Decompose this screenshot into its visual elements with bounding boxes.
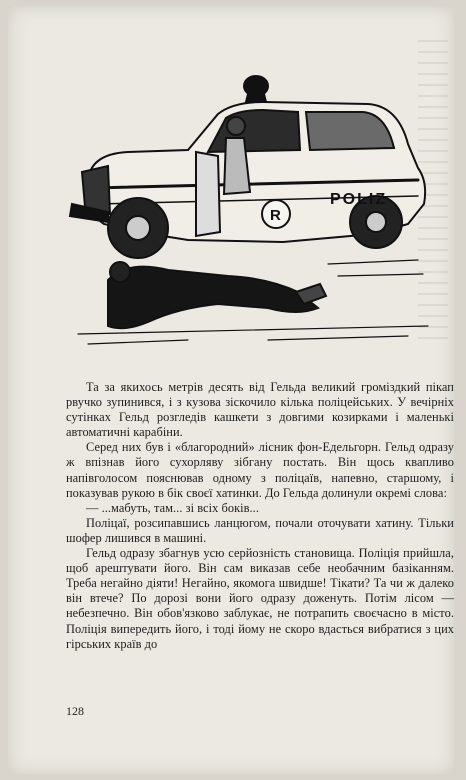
body-text [66, 380, 454, 652]
paragraph: Поліцаї, розсипавшись ланцюгом, почали оточувати хатину. Тільки шофер лишився в машині. [66, 515, 454, 545]
car-lettering: POLIZ [330, 191, 388, 208]
police-car-arrest-illustration [68, 64, 438, 354]
dialog-line: — ...мабуть, там... зі всіх боків... [86, 500, 259, 515]
paragraph: Гельд одразу збагнув усю серйозність становища. Поліція прийшла, щоб арештувати його. Він сам виказав себе необачним базіканням. Треба негайно діяти! Негайно, якомога швидше! Тікати? Та чи ж далеко він втече? По дорозі вони його одразу доженуть. Потім лісом — небезпечно. Він обов'язково заблукає, не потрапить своєчасно в місто. Поліція випередить його, і тоді йому не скоро вдасться вибратися з цих гірських країв до [66, 546, 454, 651]
page-number: 128 [66, 704, 84, 718]
paragraph: Серед них був і «благородний» лісник фон-Едельгорн. Гельд одразу ж впізнав його сухорляву зібгану постать. Він щось квапливо напівголосом пояснював одному з поліцаїв, напевно, старшому, і показував рукою в бік своєї хатинки. До Гельда долинули окремі слова: [66, 440, 454, 500]
paragraph: Та за якихось метрів десять від Гельда великий громіздкий пікап рвучко зупинився, і з кузова зіскочило кілька поліцейських. У вечірніх сутінках Гельд розгледів кашкети з довгими козирками і маленькі автоматичні карабіни. [66, 380, 454, 440]
door-emblem: R [270, 207, 281, 224]
book-page [8, 6, 454, 774]
